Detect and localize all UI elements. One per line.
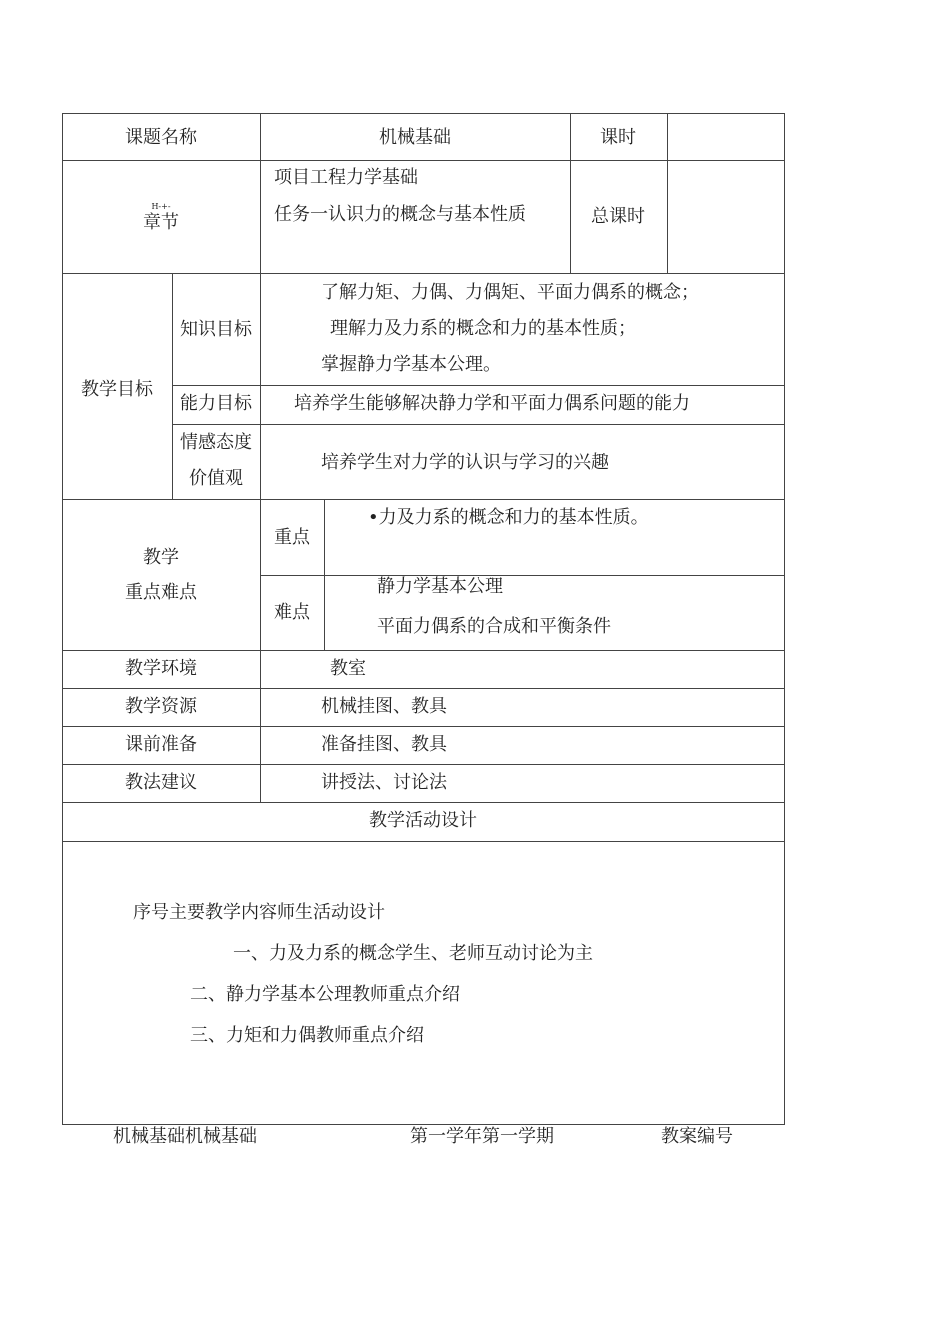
resources-value: 机械挂图、教具 bbox=[321, 696, 447, 717]
grid-line bbox=[62, 764, 785, 765]
knowledge-goal-line: 了解力矩、力偶、力偶矩、平面力偶系的概念； bbox=[321, 282, 699, 303]
grid-line bbox=[62, 841, 785, 842]
method-label: 教法建议 bbox=[125, 772, 197, 793]
environment-value: 教室 bbox=[330, 658, 366, 679]
difficult-point-label: 难点 bbox=[274, 602, 310, 623]
grid-line bbox=[172, 273, 173, 500]
grid-line bbox=[62, 160, 785, 161]
preparation-value: 准备挂图、教具 bbox=[321, 734, 447, 755]
emotion-goal-label: 价值观 bbox=[189, 468, 243, 489]
grid-line bbox=[172, 385, 785, 386]
grid-line bbox=[62, 113, 63, 1125]
grid-line bbox=[784, 113, 785, 1125]
objectives-label: 教学目标 bbox=[81, 379, 153, 400]
knowledge-goal-label: 知识目标 bbox=[180, 319, 252, 340]
hours-label: 课时 bbox=[600, 127, 636, 148]
preparation-label: 课前准备 bbox=[125, 734, 197, 755]
keypoints-label: 教学 bbox=[143, 547, 179, 568]
ability-goal-text: 培养学生能够解决静力学和平面力偶系问题的能力 bbox=[294, 393, 690, 414]
grid-line bbox=[62, 650, 785, 651]
grid-line bbox=[324, 499, 325, 651]
course-name-value: 机械基础 bbox=[379, 127, 451, 148]
knowledge-goal-line: 掌握静力学基本公理。 bbox=[321, 354, 501, 375]
grid-line bbox=[570, 113, 571, 274]
footer-term: 第一学年第一学期 bbox=[410, 1126, 554, 1147]
chapter-mark: H-+- bbox=[151, 202, 171, 211]
grid-line bbox=[260, 113, 261, 803]
environment-label: 教学环境 bbox=[125, 658, 197, 679]
emotion-goal-text: 培养学生对力学的认识与学习的兴趣 bbox=[321, 452, 609, 473]
chapter-task: 任务一认识力的概念与基本性质 bbox=[274, 204, 526, 225]
activity-item: 一、力及力系的概念学生、老师互动讨论为主 bbox=[233, 943, 593, 964]
ability-goal-label: 能力目标 bbox=[180, 393, 252, 414]
chapter-project: 项目工程力学基础 bbox=[274, 167, 418, 188]
difficult-point-line: 平面力偶系的合成和平衡条件 bbox=[377, 616, 611, 637]
knowledge-goal-line: 理解力及力系的概念和力的基本性质； bbox=[330, 318, 636, 339]
grid-line bbox=[172, 424, 785, 425]
keypoints-label: 重点难点 bbox=[125, 582, 197, 603]
difficult-point-line: 静力学基本公理 bbox=[377, 576, 503, 597]
emotion-goal-label: 情感态度 bbox=[180, 432, 252, 453]
course-name-label: 课题名称 bbox=[125, 127, 197, 148]
grid-line bbox=[62, 113, 785, 114]
grid-line bbox=[62, 273, 785, 274]
resources-label: 教学资源 bbox=[125, 696, 197, 717]
total-hours-label: 总课时 bbox=[591, 206, 645, 227]
grid-line bbox=[62, 1124, 785, 1125]
activity-header: 序号主要教学内容师生活动设计 bbox=[133, 902, 385, 923]
activity-title: 教学活动设计 bbox=[369, 810, 477, 831]
method-value: 讲授法、讨论法 bbox=[321, 772, 447, 793]
grid-line bbox=[667, 113, 668, 274]
chapter-label: 章节 bbox=[143, 212, 179, 233]
grid-line bbox=[62, 688, 785, 689]
grid-line bbox=[62, 802, 785, 803]
activity-item: 二、静力学基本公理教师重点介绍 bbox=[190, 984, 460, 1005]
activity-item: 三、力矩和力偶教师重点介绍 bbox=[190, 1025, 424, 1046]
grid-line bbox=[260, 575, 785, 576]
grid-line bbox=[62, 726, 785, 727]
key-point-text: •力及力系的概念和力的基本性质。 bbox=[368, 507, 649, 528]
footer-plan-number: 教案编号 bbox=[661, 1126, 733, 1147]
key-point-label: 重点 bbox=[274, 527, 310, 548]
grid-line bbox=[62, 499, 785, 500]
footer-course: 机械基础机械基础 bbox=[113, 1126, 257, 1147]
